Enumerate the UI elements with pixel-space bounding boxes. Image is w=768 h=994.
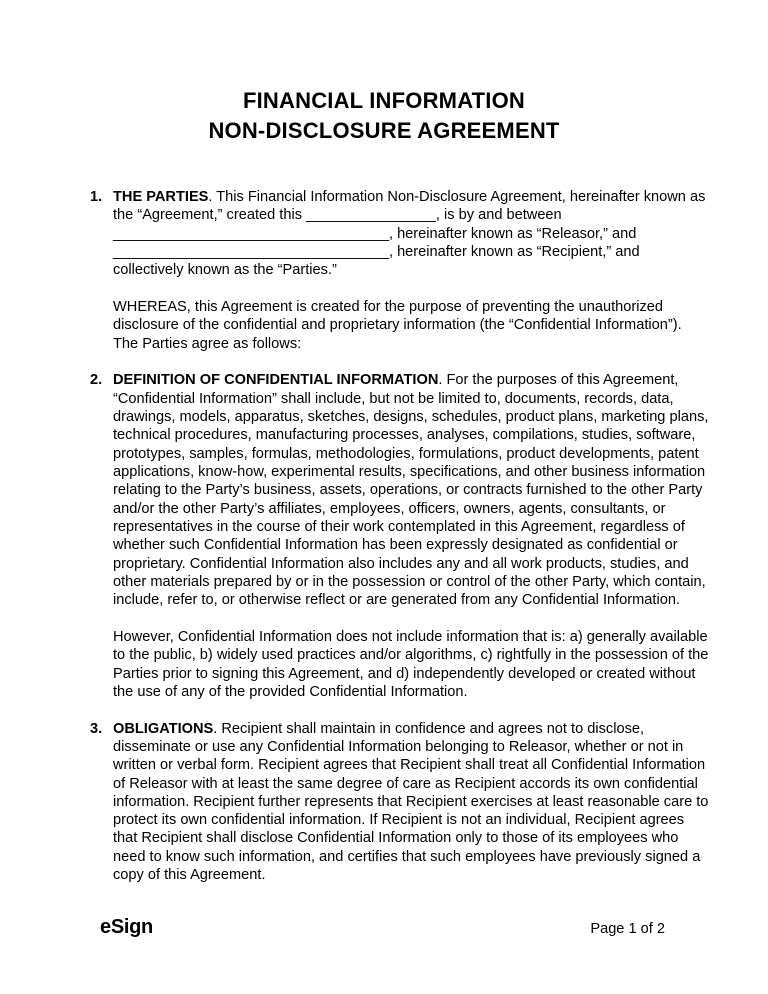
document-body bbox=[90, 188, 709, 903]
esign-logo: eSign bbox=[100, 916, 153, 938]
section-number: 1. bbox=[90, 189, 103, 205]
page-number: Page 1 of 2 bbox=[590, 921, 665, 937]
paragraph: OBLIGATIONS. Recipient shall maintain in confidence and agrees not to disclose, disseminate or use any Confidential Information belonging to Releasor, whether or not in written or verbal form. Recipient agrees that Recipient shall treat all Confidential Information of Releasor with at least the same degree of care as Recipient accords its own confidential information. Recipient further represents that Recipient exercises at least reasonable care to protect its own confidential information. If Recipient is not an individual, Recipient agrees that Recipient shall disclose Confidential Information only to those of its employees who need to know such information, and certifies that such employees have previously signed a copy of this Agreement. bbox=[113, 720, 709, 884]
section-body bbox=[113, 720, 709, 903]
section-body bbox=[113, 188, 706, 371]
section-heading: DEFINITION OF CONFIDENTIAL INFORMATION bbox=[113, 372, 439, 389]
section-body bbox=[113, 371, 709, 719]
numbered-section bbox=[90, 720, 709, 903]
page-footer bbox=[100, 916, 665, 939]
paragraph: DEFINITION OF CONFIDENTIAL INFORMATION. For the purposes of this Agreement, “Confidential Information” shall include, but not be limited to, documents, records, data, drawings, models, apparatus, sketches, designs, schedules, product plans, marketing plans, technical procedures, manufacturing processes, analyses, compilations, studies, software, prototypes, samples, formulas, methodologies, formulations, product developments, patent applications, know-how, experimental results, specifications, and other business information relating to the Party’s business, assets, operations, or contracts furnished to the other Party and/or the other Party’s affiliates, employees, officers, owners, agents, consultants, or representatives in the course of their work contemplated in this Agreement, regardless of whether such Confidential Information has been expressly designated as confidential or proprietary. Confidential Information also includes any and all work products, studies, and other materials prepared by or in the possession or control of the other Party, which contain, include, refer to, or otherwise reflect or are generated from any Confidential Information. bbox=[113, 372, 709, 609]
section-heading: THE PARTIES bbox=[113, 189, 209, 205]
paragraph: WHEREAS, this Agreement is created for the purpose of preventing the unauthorized disclosure of the confidential and proprietary information (the “Confidential Information”). The Parties agree as follows: bbox=[113, 298, 682, 352]
numbered-section bbox=[90, 188, 706, 371]
paragraph: THE PARTIES. This Financial Information Non-Disclosure Agreement, hereinafter known as the “Agreement,” created this ________________, is by and between __________________________________, hereinafter known as “Releasor,” and __________________________________, hereinafter known as “Recipient,” and collectively known as the “Parties.” bbox=[113, 189, 706, 279]
section-heading: OBLIGATIONS bbox=[113, 720, 214, 737]
section-number: 3. bbox=[90, 720, 103, 737]
paragraph: However, Confidential Information does not include information that is: a) generally available to the public, b) widely used practices and/or algorithms, c) rightfully in the possession of the Parties prior to signing this Agreement, and d) independently developed or created without the use of any of the provided Confidential Information. bbox=[113, 628, 709, 700]
section-number: 2. bbox=[90, 372, 103, 389]
document-title-line-2: NON-DISCLOSURE AGREEMENT bbox=[208, 118, 560, 143]
numbered-section bbox=[90, 371, 709, 719]
document-title bbox=[0, 0, 768, 146]
document-title-line-1: FINANCIAL INFORMATION bbox=[242, 88, 526, 113]
